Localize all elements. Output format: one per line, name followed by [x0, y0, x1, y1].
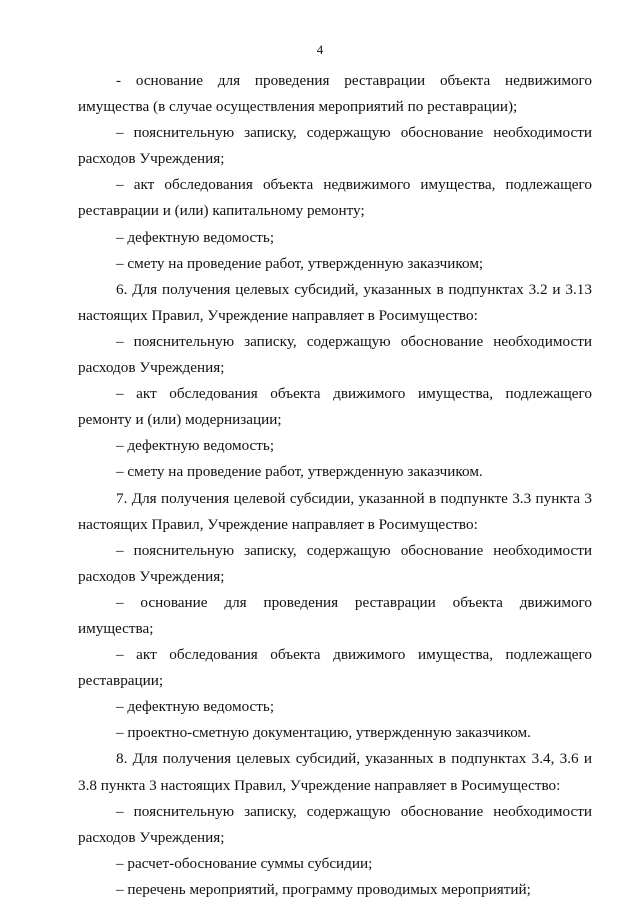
paragraph-design-estimate-docs: – проектно-сметную документацию, утвержденную заказчиком. — [116, 724, 531, 742]
paragraph-inspection-act-movable-repair: – акт обследования объекта движимого имущества, подлежащего ремонту и (или) модернизации; — [78, 385, 592, 429]
paragraph-explanatory-note: – пояснительную записку, содержащую обоснование необходимости расходов Учреждения; — [78, 802, 592, 846]
paragraph-defect-statement: – дефектную ведомость; — [116, 698, 275, 716]
paragraph-work-estimate: – смету на проведение работ, утвержденную заказчиком; — [116, 254, 484, 272]
paragraph-restoration-basis-real-estate: - основание для проведения реставрации объекта недвижимого имущества (в случае осуществления мероприятий по реставрации); — [78, 72, 592, 116]
paragraph-event-list: – перечень мероприятий, программу проводимых мероприятий; — [116, 880, 531, 898]
paragraph-subsidy-calculation: – расчет-обоснование суммы субсидии; — [116, 854, 373, 872]
paragraph-inspection-act-real-estate: – акт обследования объекта недвижимого имущества, подлежащего реставрации и (или) капитальному ремонту; — [78, 176, 592, 220]
paragraph-work-estimate: – смету на проведение работ, утвержденную заказчиком. — [116, 463, 483, 481]
paragraph-clause-8: 8. Для получения целевых субсидий, указанных в подпунктах 3.4, 3.6 и 3.8 пункта 3 настоящих Правил, Учреждение направляет в Росимущество: — [78, 750, 592, 794]
paragraph-clause-6: 6. Для получения целевых субсидий, указанных в подпунктах 3.2 и 3.13 настоящих Правил, Учреждение направляет в Росимущество: — [78, 280, 592, 324]
document-body — [78, 68, 592, 903]
paragraph-explanatory-note: – пояснительную записку, содержащую обоснование необходимости расходов Учреждения; — [78, 124, 592, 168]
paragraph-explanatory-note: – пояснительную записку, содержащую обоснование необходимости расходов Учреждения; — [78, 541, 592, 585]
paragraph-explanatory-note: – пояснительную записку, содержащую обоснование необходимости расходов Учреждения; — [78, 332, 592, 377]
paragraph-clause-7: 7. Для получения целевой субсидии, указанной в подпункте 3.3 пункта 3 настоящих Правил, Учреждение направляет в Росимущество: — [78, 489, 592, 533]
page-number: 4 — [316, 42, 324, 57]
paragraph-inspection-act-movable-restoration: – акт обследования объекта движимого имущества, подлежащего реставрации; — [78, 646, 592, 690]
paragraph-defect-statement: – дефектную ведомость; — [116, 228, 275, 246]
paragraph-restoration-basis-movable: – основание для проведения реставрации объекта движимого имущества; — [78, 593, 592, 637]
paragraph-defect-statement: – дефектную ведомость; — [116, 437, 275, 455]
